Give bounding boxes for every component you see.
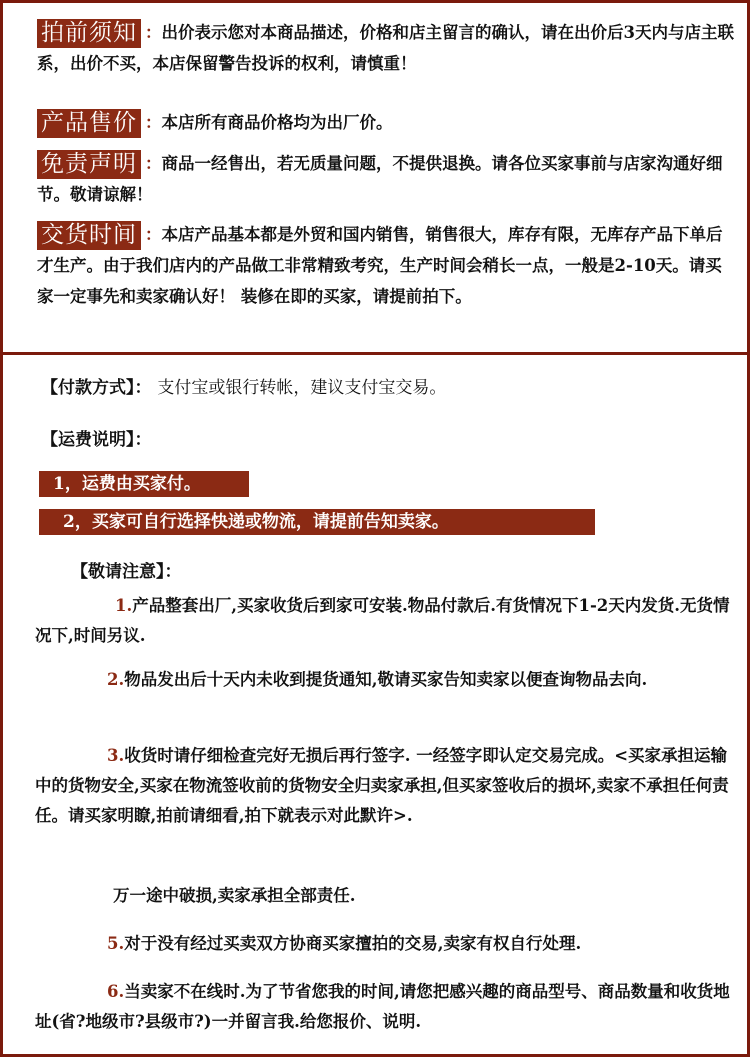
shipping-label: 【运费说明】： [41, 430, 152, 450]
notice-colon: ： [145, 113, 162, 132]
payment-label: 【付款方式】： [41, 378, 152, 398]
item-text: 物品发出后十天内未收到提货通知,敬请买家告知卖家以便查询物品去向. [124, 670, 648, 689]
item-text: 对于没有经过买卖双方协商买家擅拍的交易,卖家有权自行处理. [124, 934, 582, 953]
attention-label: 【敬请注意】： [71, 562, 182, 582]
payment-text: 支付宝或银行转帐，建议支付宝交易。 [157, 378, 447, 398]
notice-delivery [37, 219, 735, 312]
notice-tag: 拍前须知 [37, 19, 141, 48]
notice-colon: ： [145, 23, 162, 42]
attention-item [35, 929, 733, 959]
item-number: 6. [107, 982, 125, 1001]
notice-colon: ： [145, 154, 162, 173]
notice-text: 商品一经售出，若无质量问题，不提供退换。请各位买家事前与店家沟通好细节。敬请谅解！ [37, 154, 723, 204]
shipping-item: 1，运费由买家付。 [39, 471, 249, 497]
notice-disclaimer [37, 148, 735, 210]
attention-item [35, 741, 733, 831]
attention-item [35, 881, 733, 911]
item-text: 收货时请仔细检查完好无损后再行签字. 一经签字即认定交易完成。<买家承担运输中的货物安全,买家在物流签收前的货物安全归卖家承担,但买家签收后的损坏,卖家不承担任何责任。请买家明瞭,拍前请细看,拍下就表示对此默许>. [35, 746, 729, 825]
notice-tag: 交货时间 [37, 221, 141, 250]
shipping-item: 2，买家可自行选择快递或物流，请提前告知卖家。 [39, 509, 595, 535]
notice-tag: 产品售价 [37, 109, 141, 138]
item-text: 产品整套出厂,买家收货后到家可安装.物品付款后.有货情况下1-2天内发货.无货情况下,时间另议. [35, 596, 730, 645]
item-number: 5. [107, 934, 125, 953]
notice-text: 本店产品基本都是外贸和国内销售，销售很大，库存有限，无库存产品下单后才生产。由于我们店内的产品做工非常精致考究，生产时间会稍长一点，一般是2-10天。请买家一定事先和卖家确认好！ 装修在即的买家，请提前拍下。 [37, 225, 723, 306]
item-text: 当卖家不在线时.为了节省您我的时间,请您把感兴趣的商品型号、商品数量和收货地址(省?地级市?县级市?)一并留言我.给您报价、说明. [35, 982, 730, 1031]
item-number: 3. [107, 746, 125, 765]
attention-item [35, 665, 733, 695]
attention-item [35, 591, 733, 651]
item-number: 2. [107, 670, 125, 689]
notice-before-bid [37, 17, 735, 79]
notice-text: 本店所有商品价格均为出厂价。 [161, 113, 393, 132]
attention-item [35, 977, 733, 1037]
notice-section [3, 3, 747, 355]
notice-text: 出价表示您对本商品描述，价格和店主留言的确认，请在出价后3天内与店主联系，出价不买，本店保留警告投诉的权利，请慎重！ [37, 23, 734, 73]
notice-colon: ： [145, 225, 162, 244]
notice-price [37, 107, 735, 138]
item-number: 1. [115, 596, 133, 615]
payment-row [41, 373, 446, 398]
item-text: 万一途中破损,卖家承担全部责任. [113, 886, 356, 905]
notice-tag: 免责声明 [37, 150, 141, 179]
